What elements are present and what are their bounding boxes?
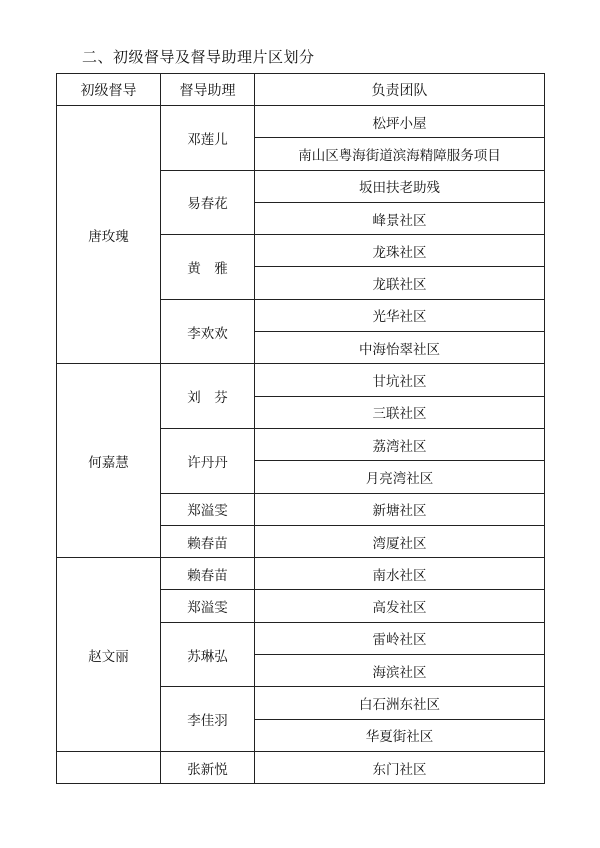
team-cell: 中海怡翠社区 <box>255 332 545 364</box>
team-cell: 白石洲东社区 <box>255 687 545 719</box>
table-row <box>57 751 545 783</box>
header-supervisor-assistant: 督导助理 <box>161 74 255 106</box>
assistant-cell: 邓莲儿 <box>161 106 255 171</box>
assistant-cell: 张新悦 <box>161 751 255 783</box>
team-cell: 华夏街社区 <box>255 719 545 751</box>
table-header-row <box>57 74 545 106</box>
team-cell: 荔湾社区 <box>255 428 545 460</box>
assistant-cell: 易春花 <box>161 170 255 235</box>
assistant-cell: 赖春苗 <box>161 525 255 557</box>
team-cell: 雷岭社区 <box>255 622 545 654</box>
junior-supervisor-cell: 唐玫瑰 <box>57 106 161 364</box>
team-cell: 三联社区 <box>255 396 545 428</box>
team-cell: 新塘社区 <box>255 493 545 525</box>
team-cell: 高发社区 <box>255 590 545 622</box>
table-row <box>57 364 545 396</box>
supervisor-assignment-table <box>56 73 545 784</box>
team-cell: 南水社区 <box>255 558 545 590</box>
team-cell: 峰景社区 <box>255 202 545 234</box>
table-row <box>57 106 545 138</box>
team-cell: 龙联社区 <box>255 267 545 299</box>
assistant-cell: 刘 芬 <box>161 364 255 429</box>
junior-supervisor-cell: 何嘉慧 <box>57 364 161 558</box>
header-responsible-team: 负责团队 <box>255 74 545 106</box>
assistant-cell: 李欢欢 <box>161 299 255 364</box>
header-junior-supervisor: 初级督导 <box>57 74 161 106</box>
team-cell: 东门社区 <box>255 751 545 783</box>
assistant-cell: 郑溢雯 <box>161 590 255 622</box>
assistant-cell: 黄 雅 <box>161 235 255 300</box>
team-cell: 月亮湾社区 <box>255 461 545 493</box>
section-title: 二、初级督导及督导助理片区划分 <box>82 48 315 66</box>
junior-supervisor-cell <box>57 751 161 783</box>
assistant-cell: 赖春苗 <box>161 558 255 590</box>
table-row <box>57 558 545 590</box>
team-cell: 光华社区 <box>255 299 545 331</box>
assistant-cell: 许丹丹 <box>161 428 255 493</box>
junior-supervisor-cell: 赵文丽 <box>57 558 161 752</box>
team-cell: 南山区粤海街道滨海精障服务项目 <box>255 138 545 170</box>
team-cell: 龙珠社区 <box>255 235 545 267</box>
assistant-cell: 苏琳弘 <box>161 622 255 687</box>
team-cell: 甘坑社区 <box>255 364 545 396</box>
assistant-cell: 李佳羽 <box>161 687 255 752</box>
team-cell: 坂田扶老助残 <box>255 170 545 202</box>
assistant-cell: 郑溢雯 <box>161 493 255 525</box>
team-cell: 海滨社区 <box>255 655 545 687</box>
team-cell: 松坪小屋 <box>255 106 545 138</box>
team-cell: 湾厦社区 <box>255 525 545 557</box>
